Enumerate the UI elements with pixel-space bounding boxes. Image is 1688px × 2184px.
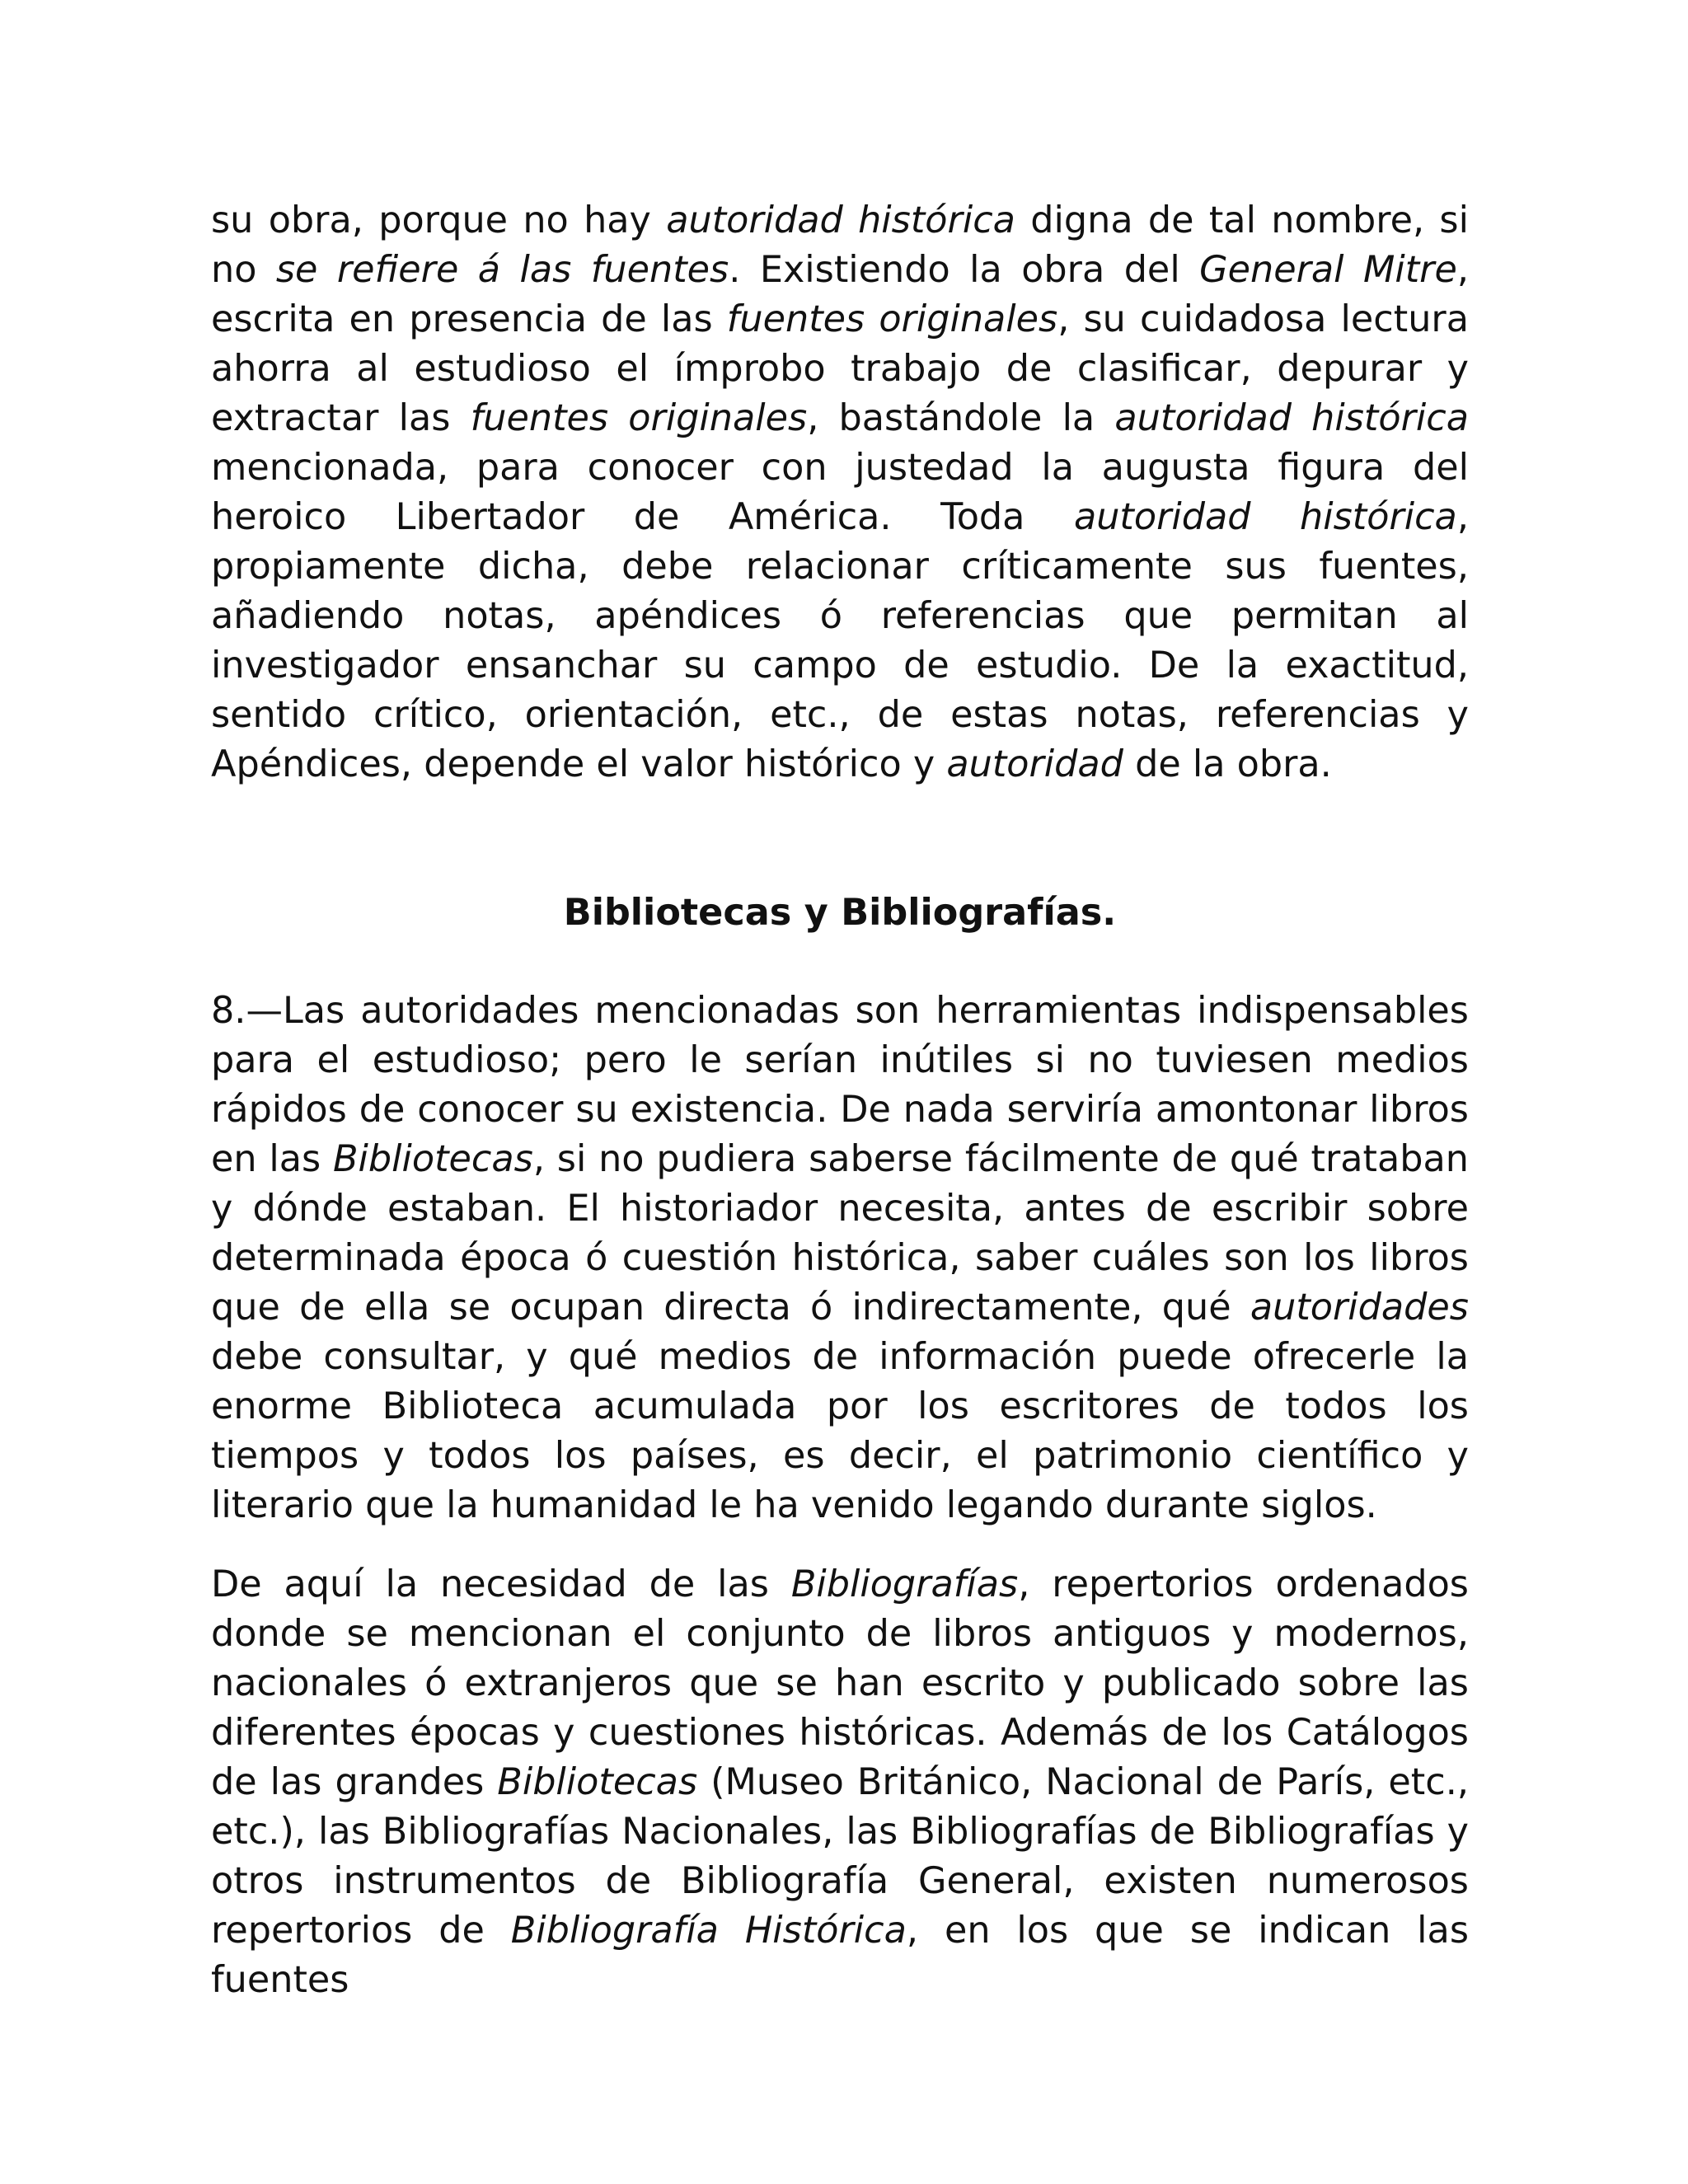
italic-text-segment: se refiere á las fuentes: [275, 249, 729, 291]
text-segment: . Existiendo la obra del: [729, 249, 1200, 291]
italic-text-segment: autoridad histórica: [1073, 496, 1457, 538]
italic-text-segment: Bibliografía Histórica: [510, 1910, 907, 1952]
text-segment: , en los que se indican las fuentes: [211, 1910, 1470, 2001]
section-heading: Bibliotecas y Bibliografías.: [563, 892, 1117, 934]
italic-text-segment: autoridad histórica: [666, 199, 1015, 241]
italic-text-segment: Bibliotecas: [497, 1761, 698, 1803]
italic-text-segment: Bibliografías: [790, 1563, 1019, 1605]
text-segment: , si no pudiera saberse fácilmente de qué trataban y dónde estaban. El historiador necesita, antes de escribir sobre determinada época ó cuestión histórica, saber cuáles son los libros que de ella se ocupan directa ó indirectamente, qué: [211, 1138, 1469, 1329]
italic-text-segment: autoridad: [946, 743, 1123, 785]
italic-text-segment: autoridad histórica: [1114, 397, 1469, 439]
text-segment: , su cuidadosa lectura ahorra al estudioso el ímprobo trabajo de clasificar, depurar y extractar las: [211, 298, 1469, 439]
text-segment: (Museo Británico, Nacional de París, etc., etc.), las Bibliografías Nacionales, las Bibliografías de Bibliografías y otros instrumentos de Bibliografía General, existen numerosos repertorios de: [211, 1761, 1469, 1952]
document-page: [211, 196, 1469, 2005]
text-segment: De aquí la necesidad de las: [211, 1563, 791, 1605]
text-segment: su obra, porque no hay: [211, 199, 667, 241]
italic-text-segment: fuentes originales: [470, 397, 808, 439]
text-segment: , repertorios ordenados donde se mencionan el conjunto de libros antiguos y modernos, nacionales ó extranjeros que se han escrito y publicado sobre las diferentes épocas y cuestiones históricas. Además de los Catálogos de las grandes: [211, 1563, 1469, 1803]
text-segment: debe consultar, y qué medios de información puede ofrecerle la enorme Biblioteca acumulada por los escritores de todos los tiempos y todos los países, es decir, el patrimonio científico y literario que la humanidad le ha venido legando durante siglos.: [211, 1336, 1469, 1526]
text-segment: de la obra.: [1123, 743, 1332, 785]
italic-text-segment: fuentes originales: [726, 298, 1058, 340]
paragraph-continued-text: [211, 196, 1469, 790]
paragraph-bibliografias: [211, 1560, 1469, 2005]
text-segment: digna de tal nombre, si no: [211, 199, 1469, 291]
text-segment: , bastándole la: [807, 397, 1115, 439]
italic-text-segment: General Mitre: [1199, 249, 1457, 291]
text-segment: 8.—Las autoridades mencionadas son herramientas indispensables para el estudioso; pero le serían inútiles si no tuviesen medios rápidos de conocer su existencia. De nada serviría amontonar libros en las: [211, 990, 1469, 1180]
text-segment: mencionada, para conocer con justedad la augusta figura del heroico Libertador de América. Toda: [211, 447, 1469, 538]
text-segment: , propiamente dicha, debe relacionar críticamente sus fuentes, añadiendo notas, apéndices ó referencias que permitan al investigador ensanchar su campo de estudio. De la exactitud, sentido crítico, orientación, etc., de estas notas, referencias y Apéndices, depende el valor histórico y: [211, 496, 1469, 785]
text-segment: , escrita en presencia de las: [211, 249, 1469, 340]
italic-text-segment: Bibliotecas: [332, 1138, 533, 1180]
italic-text-segment: autoridades: [1250, 1286, 1469, 1329]
paragraph-section-8: [211, 987, 1469, 1530]
